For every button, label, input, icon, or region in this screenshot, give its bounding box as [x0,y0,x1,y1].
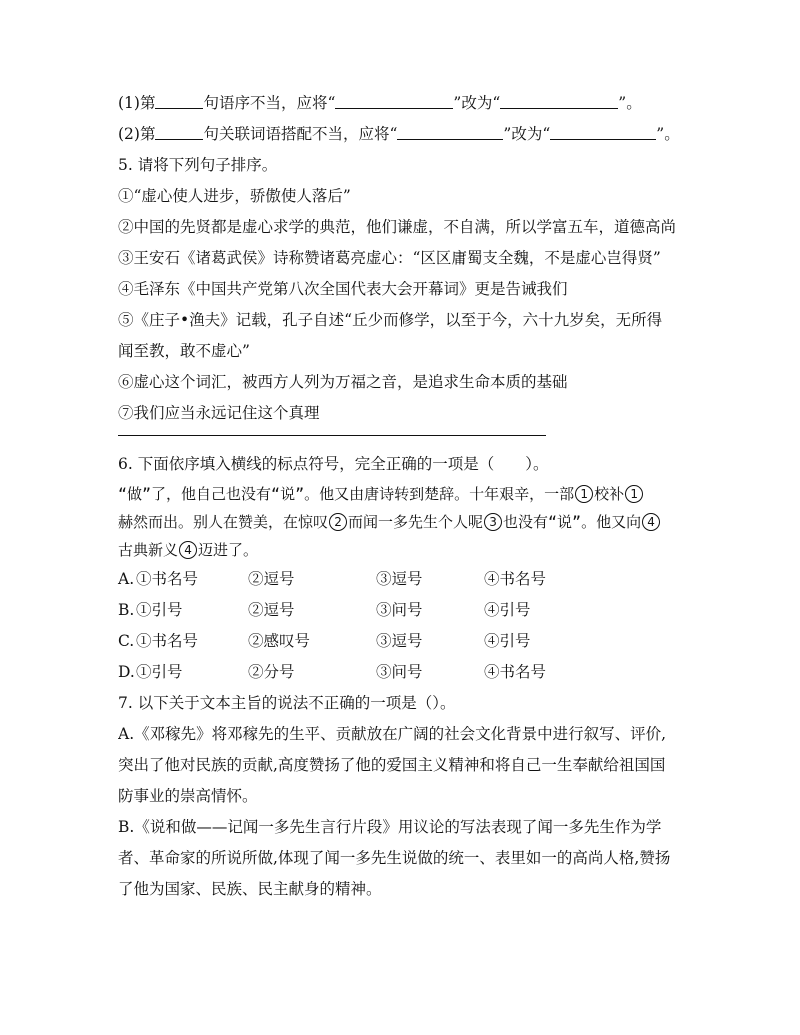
q7-text-line: 防事业的崇高情怀。 [118,787,258,805]
blank-marker-1: 1 [625,485,643,503]
blank-marker-4: 4 [642,513,660,531]
blank-marker-4: 4 [179,541,197,559]
option-choice: ②逗号 [248,601,295,619]
q4-sub1-prefix: (1)第 [118,94,156,112]
passage-text: 赫然而出。别人在赞美，在惊叹 [118,513,329,531]
option-choice: ①书名号 [136,632,199,650]
option-choice: ③逗号 [376,632,423,650]
passage-text: 而闻一多先生个人呢 [348,513,484,531]
q6-passage-line-1 [118,480,693,508]
answer-rule [118,435,546,436]
q4-sub1-blank-from[interactable] [335,91,453,109]
q7-text-line: B.《说和做——记闻一多先生言行片段》用议论的写法表现了闻一多先生作为学 [118,818,662,836]
blank-marker-2: 2 [329,513,347,531]
option-choice: ②逗号 [248,570,295,588]
q6-title: 6. 下面依序填入横线的标点符号，完全正确的一项是（ ）。 [118,455,549,473]
q6-option-b[interactable] [118,595,693,626]
q5-item: ②中国的先贤都是虚心求学的典范，他们谦虚，不自满，所以学富五车，道德高尚 [118,218,677,236]
document-page [118,88,693,905]
q7-text-line: 突出了他对民族的贡献,高度赞扬了他的爱国主义精神和将自己一生奉献给祖国国 [118,756,666,774]
q4-sub2-prefix: (2)第 [118,125,156,143]
q4-sub2 [118,119,693,150]
q7-text-line: 者、革命家的所说所做,体现了闻一多先生说做的统一、表里如一的高尚人格,赞扬 [118,849,671,867]
option-choice: ④书名号 [484,663,547,681]
q4-sub2-blank-number[interactable] [155,122,203,140]
q6-passage-line-3 [118,536,693,564]
blank-marker-1: 1 [575,485,593,503]
blank-marker-3: 3 [484,513,502,531]
q5-item: ③王安石《诸葛武侯》诗称赞诸葛亮虚心：“区区庸蜀支全魏，不是虚心岂得贤” [118,249,661,267]
q5-item: ①“虚心使人进步，骄傲使人落后” [118,187,351,205]
q5-item: 闻至教，敢不虚心” [118,342,250,360]
option-choice: ①书名号 [136,570,199,588]
q5-title: 5. 请将下列句子排序。 [118,156,278,174]
q5-item: ⑦我们应当永远记住这个真理 [118,404,320,422]
q5-item: ⑥虚心这个词汇，被西方人列为万福之音，是追求生命本质的基础 [118,373,568,391]
q7-text-line: A.《邓稼先》将邓稼先的生平、贡献放在广阔的社会文化背景中进行叙写、评价, [118,725,667,743]
option-choice: ③逗号 [376,570,423,588]
q6-option-d[interactable] [118,657,693,688]
q7-title: 7. 以下关于文本主旨的说法不正确的一项是（）。 [118,694,456,712]
option-label: A. [118,570,135,588]
q5-item: ④毛泽东《中国共产党第八次全国代表大会开幕词》更是告诫我们 [118,280,568,298]
option-choice: ④书名号 [484,570,547,588]
q4-sub2-end: ”。 [656,125,680,143]
q4-sub1-blank-number[interactable] [155,91,203,109]
option-choice: ④引号 [484,632,531,650]
option-choice: ②分号 [248,663,295,681]
passage-text: 校补 [594,485,625,503]
option-choice: ③问号 [376,601,423,619]
option-label: C. [118,632,135,650]
passage-text: 古典新义 [118,541,179,559]
passage-text: 迈进了。 [198,541,259,559]
option-choice: ④引号 [484,601,531,619]
q4-sub2-blank-to[interactable] [550,122,656,140]
q5-item: ⑤《庄子•渔夫》记载，孔子自述“丘少而修学，以至于今，六十九岁矣，无所得 [118,311,663,329]
q4-sub2-change: ”改为“ [503,125,551,143]
q4-sub1 [118,88,693,119]
passage-text: “做”了，他自己也没有“说”。他又由唐诗转到楚辞。十年艰辛，一部 [118,485,575,503]
q7-text-line: 了他为国家、民族、民主献身的精神。 [118,880,382,898]
q4-sub1-mid: 句语序不当，应将“ [203,94,336,112]
option-choice: ①引号 [136,663,183,681]
q4-sub1-blank-to[interactable] [500,91,618,109]
passage-text: 也没有“说”。他又向 [503,513,642,531]
q6-option-a[interactable] [118,564,693,595]
q6-option-c[interactable] [118,626,693,657]
option-choice: ②感叹号 [248,632,311,650]
q4-sub1-change: ”改为“ [453,94,501,112]
q4-sub2-mid: 句关联词语搭配不当，应将“ [203,125,398,143]
q6-passage-line-2 [118,508,693,536]
q4-sub2-blank-from[interactable] [397,122,503,140]
option-choice: ③问号 [376,663,423,681]
option-label: B. [118,601,135,619]
q5-answer-line[interactable] [118,429,693,449]
q4-sub1-end: ”。 [618,94,642,112]
option-label: D. [118,663,135,681]
option-choice: ①引号 [136,601,183,619]
